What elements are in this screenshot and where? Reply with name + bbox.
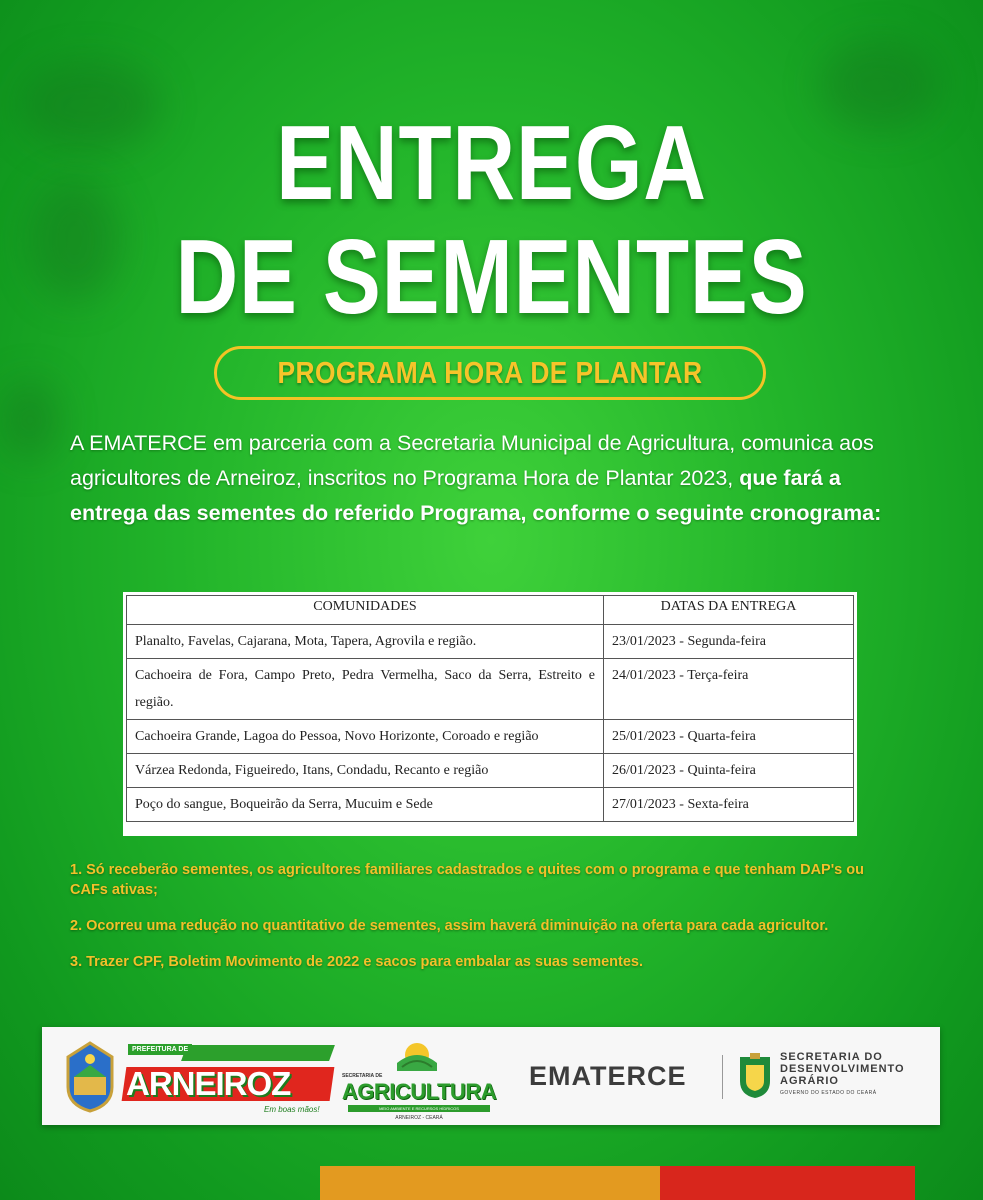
agricultura-prefix: SECRETARIA DE: [342, 1073, 383, 1079]
ematerce-logo: EMATERCE: [529, 1061, 687, 1091]
community-cell: Cachoeira de Fora, Campo Preto, Pedra Vermelha, Saco da Serra, Estreito e região.: [127, 659, 604, 720]
stripe-orange: [320, 1166, 660, 1200]
sponsor-logo-bar: [42, 1027, 940, 1125]
date-cell: 23/01/2023 - Segunda-feira: [604, 625, 854, 659]
arneiroz-prefix: PREFEITURA DE: [128, 1044, 192, 1055]
sda-line-2: DESENVOLVIMENTO: [780, 1063, 905, 1075]
sda-government: GOVERNO DO ESTADO DO CEARÁ: [780, 1090, 877, 1096]
program-label: PROGRAMA HORA DE PLANTAR: [277, 355, 703, 390]
arneiroz-slogan: Em boas mãos!: [264, 1105, 320, 1114]
logo-divider: [722, 1055, 723, 1099]
community-cell: Poço do sangue, Boqueirão da Serra, Mucuim e Sede: [127, 788, 604, 822]
agricultura-logo: [330, 1033, 508, 1121]
date-cell: 25/01/2023 - Quarta-feira: [604, 720, 854, 754]
sun-field-icon: [392, 1033, 442, 1071]
arneiroz-logo: [64, 1039, 334, 1115]
program-pill: [214, 346, 766, 400]
bottom-color-stripes: [0, 1166, 983, 1200]
note-item: 1. Só receberão sementes, os agricultores familiares cadastrados e quites com o programa e que tenham DAP's ou CAFs ativas;: [70, 862, 864, 898]
table-row: [127, 625, 854, 659]
decorative-band: [181, 1045, 335, 1061]
date-cell: 24/01/2023 - Terça-feira: [604, 659, 854, 720]
header-dates: DATAS DA ENTREGA: [604, 596, 854, 625]
note-item: 2. Ocorreu uma redução no quantitativo de sementes, assim haverá diminuição na oferta para cada agricultor.: [70, 918, 829, 934]
table-row: [127, 720, 854, 754]
date-cell: 27/01/2023 - Sexta-feira: [604, 788, 854, 822]
date-cell: 26/01/2023 - Quinta-feira: [604, 754, 854, 788]
note-item: 3. Trazer CPF, Boletim Movimento de 2022 e sacos para embalar as suas sementes.: [70, 954, 644, 970]
sda-line-3: AGRÁRIO: [780, 1075, 839, 1087]
intro-bold-text: que fará a entrega das sementes do referido Programa, conforme o seguinte cronograma:: [70, 466, 882, 525]
schedule-table: [123, 592, 857, 836]
notes-list: [70, 860, 870, 988]
agricultura-city: ARNEIROZ - CEARÁ: [395, 1115, 443, 1121]
background-texture: [0, 380, 60, 460]
table-row: [127, 754, 854, 788]
table-row: [127, 788, 854, 822]
intro-paragraph: [70, 426, 920, 531]
community-cell: Planalto, Favelas, Cajarana, Mota, Tapera, Agrovila e região.: [127, 625, 604, 659]
agricultura-name: AGRICULTURA: [341, 1079, 497, 1104]
ceara-state-shield-icon: [737, 1051, 773, 1099]
stripe-red: [660, 1166, 915, 1200]
community-cell: Cachoeira Grande, Lagoa do Pessoa, Novo Horizonte, Coroado e região: [127, 720, 604, 754]
table-header-row: [127, 596, 854, 625]
header-communities: COMUNIDADES: [127, 596, 604, 625]
arneiroz-name: ARNEIROZ: [126, 1065, 291, 1102]
sda-logo: [780, 1051, 905, 1099]
community-cell: Várzea Redonda, Figueiredo, Itans, Condadu, Recanto e região: [127, 754, 604, 788]
headline-line-1: ENTREGA: [276, 104, 707, 222]
intro-text: A EMATERCE em parceria com a Secretaria Municipal de Agricultura, comunica aos agricultores de Arneiroz, inscritos no Programa Hora de Plantar 2023,: [70, 431, 874, 490]
municipal-shield-icon: [64, 1039, 116, 1113]
table-row: [127, 659, 854, 720]
headline-line-2: DE SEMENTES: [175, 218, 808, 336]
sda-line-1: SECRETARIA DO: [780, 1051, 883, 1063]
agricultura-subtitle: MEIO AMBIENTE E RECURSOS HÍDRICOS: [348, 1105, 490, 1112]
